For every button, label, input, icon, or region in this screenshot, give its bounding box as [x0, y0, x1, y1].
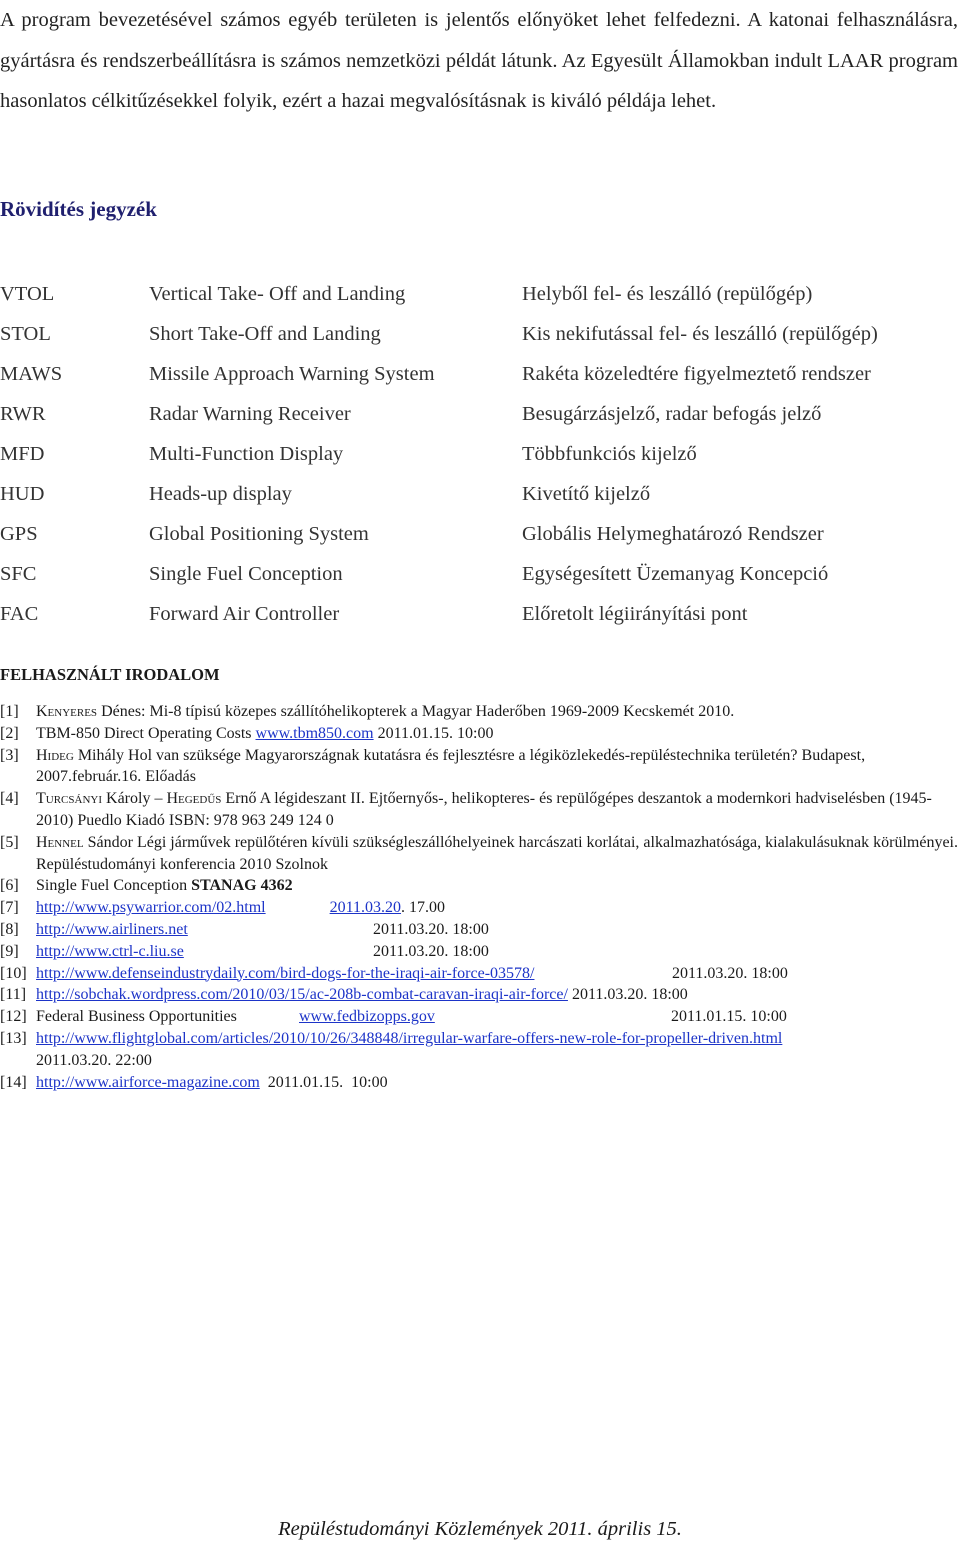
reference-text: TBM-850 Direct Operating Costs	[36, 724, 256, 742]
reference-link[interactable]: http://www.ctrl-c.liu.se	[36, 942, 184, 960]
reference-date: 2011.03.20. 22:00	[36, 1051, 152, 1069]
reference-number: [8]	[0, 920, 19, 938]
abbreviation-english: Heads-up display	[149, 482, 292, 505]
reference-date: 2011.03.20. 18:00	[373, 942, 489, 960]
reference-date: 2011.01.15. 10:00	[259, 1073, 388, 1091]
reference-item	[0, 919, 958, 941]
reference-author: Hennel	[36, 833, 84, 851]
abbreviation-hungarian: Kivetítő kijelző	[522, 482, 651, 505]
abbreviation-english: Multi-Function Display	[149, 442, 344, 465]
reference-text: Sándor Légi járművek repülőtéren kívüli szükségleszállóhelyeinek harcászati korlátai, alkalmazhatósága, kialakulásuknak körülményei. Repüléstudományi konferencia 2010 Szolnok	[36, 833, 958, 873]
reference-text: Single Fuel Conception	[36, 877, 192, 895]
reference-number: [14]	[0, 1073, 27, 1091]
reference-number: [7]	[0, 899, 19, 917]
reference-item	[0, 984, 958, 1006]
abbreviation-hungarian: Kis nekifutással fel- és leszálló (repülőgép)	[522, 322, 878, 345]
reference-link[interactable]: http://www.defenseindustrydaily.com/bird-dogs-for-the-iraqi-air-force-03578/	[36, 964, 535, 982]
reference-number: [11]	[0, 986, 27, 1004]
reference-author: Hideg	[36, 746, 74, 764]
reference-item	[0, 875, 958, 897]
reference-number: [4]	[0, 790, 19, 808]
reference-item	[0, 723, 958, 745]
abbreviation: MFD	[0, 442, 45, 465]
reference-item	[0, 745, 958, 789]
reference-number: [3]	[0, 746, 19, 764]
page-footer: Repüléstudományi Közlemények 2011. április 15.	[278, 1518, 682, 1540]
reference-link[interactable]: http://sobchak.wordpress.com/2010/03/15/ac-208b-combat-caravan-iraqi-air-force/	[36, 986, 568, 1004]
reference-text: Ernő A légideszant II. Ejtőernyős-, helikopteres- és repülőgépes deszantok a modernkori hadviselésben (1945-2010) Puedlo Kiadó ISBN: 978 963 249 124 0	[36, 790, 932, 829]
abbreviations-heading: Rövidítés jegyzék	[0, 197, 157, 221]
abbreviation-english: Forward Air Controller	[149, 602, 340, 625]
reference-link[interactable]: www.tbm850.com	[255, 724, 374, 742]
reference-number: [6]	[0, 877, 19, 895]
abbreviations-table	[0, 274, 960, 634]
reference-date: 2011.03.20. 18:00	[672, 964, 788, 982]
abbreviation-english: Global Positioning System	[149, 522, 369, 545]
abbreviation-english: Vertical Take- Off and Landing	[149, 282, 406, 305]
reference-number: [1]	[0, 703, 19, 720]
abbreviation-row	[0, 514, 960, 554]
reference-item	[0, 897, 958, 919]
abbreviation-english: Radar Warning Receiver	[149, 402, 351, 425]
reference-date: 2011.03.20. 18:00	[567, 986, 688, 1004]
reference-item	[0, 941, 958, 963]
abbreviation-row	[0, 594, 960, 634]
abbreviation-row	[0, 554, 960, 594]
references-list	[0, 701, 958, 1093]
abbreviation: GPS	[0, 522, 38, 545]
abbreviation-hungarian: Rakéta közeledtére figyelmeztető rendszer	[522, 362, 871, 385]
abbreviation-hungarian: Egységesített Üzemanyag Koncepció	[522, 562, 829, 585]
intro-paragraph	[0, 0, 958, 122]
reference-item	[0, 1028, 958, 1072]
reference-item	[0, 832, 958, 876]
reference-link[interactable]: www.fedbizopps.gov	[299, 1008, 435, 1026]
reference-date: 2011.03.20. 18:00	[373, 920, 489, 938]
abbreviation-hungarian: Besugárzásjelző, radar befogás jelző	[522, 402, 822, 425]
abbreviation-english: Short Take-Off and Landing	[149, 322, 381, 345]
abbreviation: STOL	[0, 322, 51, 345]
reference-author: Hegedűs	[166, 790, 222, 808]
abbreviation-hungarian: Globális Helymeghatározó Rendszer	[522, 522, 824, 545]
reference-number: [2]	[0, 724, 19, 742]
abbreviation: RWR	[0, 402, 46, 425]
reference-number: [9]	[0, 942, 19, 960]
reference-link[interactable]: http://www.airforce-magazine.com	[36, 1073, 260, 1091]
abbreviation-row	[0, 354, 960, 394]
reference-date: 2011.01.15. 10:00	[373, 724, 494, 742]
reference-text: Mihály Hol van szüksége Magyarországnak kutatásra és fejlesztésre a légiközlekedés-repüléstechnika területén? Budapest, 2007.február.16. Előadás	[36, 746, 866, 786]
abbreviation-hungarian: Előretolt légiirányítási pont	[522, 602, 748, 625]
reference-link[interactable]: http://www.airliners.net	[36, 920, 188, 938]
abbreviation: HUD	[0, 482, 45, 505]
reference-item	[0, 963, 958, 985]
abbreviation-row	[0, 274, 960, 314]
abbreviation-hungarian: Helyből fel- és leszálló (repülőgép)	[522, 282, 813, 305]
reference-text: Federal Business Opportunities	[36, 1008, 237, 1026]
reference-item	[0, 1006, 958, 1028]
intro-text: A program bevezetésével számos egyéb területen is jelentős előnyöket lehet felfedezni. A katonai felhasználásra, gyártásra és rendszerbeállításra is számos nemzetközi példát látunk. Az Egyesült Államokban indult LAAR program hasonlatos célkitűzésekkel folyik, ezért a hazai megvalósításnak is kiváló példája lehet.	[0, 9, 958, 112]
reference-standard: STANAG 4362	[191, 877, 293, 895]
abbreviation: VTOL	[0, 282, 55, 305]
reference-link[interactable]	[36, 899, 401, 916]
reference-link-url: http://www.psywarrior.com/02.html	[36, 899, 266, 917]
abbreviation-english: Single Fuel Conception	[149, 562, 343, 585]
reference-item	[0, 788, 958, 832]
reference-item	[0, 1072, 958, 1094]
reference-link[interactable]: http://www.flightglobal.com/articles/2010/10/26/348848/irregular-warfare-offers-new-role-for-propeller-driven.html	[36, 1029, 783, 1047]
abbreviation-row	[0, 474, 960, 514]
abbreviation-row	[0, 394, 960, 434]
reference-number: [12]	[0, 1008, 27, 1026]
references-heading: FELHASZNÁLT IRODALOM	[0, 665, 220, 684]
reference-number: [13]	[0, 1029, 27, 1047]
reference-text: Károly –	[102, 790, 167, 808]
abbreviation: MAWS	[0, 362, 63, 385]
abbreviation-english: Missile Approach Warning System	[149, 362, 435, 385]
reference-date: . 17.00	[401, 899, 446, 917]
reference-text: Dénes: Mi-8 típisú közepes szállítóhelikopterek a Magyar Haderőben 1969-2009 Kecskemét 2010.	[97, 703, 735, 720]
reference-author: Turcsányi	[36, 790, 103, 808]
reference-number: [10]	[0, 964, 27, 982]
abbreviation: SFC	[0, 562, 37, 585]
reference-date: 2011.01.15. 10:00	[671, 1008, 787, 1026]
abbreviation-row	[0, 314, 960, 354]
reference-link-date: 2011.03.20	[329, 899, 402, 917]
abbreviation-row	[0, 434, 960, 474]
reference-number: [5]	[0, 833, 19, 851]
abbreviation: FAC	[0, 602, 39, 625]
reference-author: Kenyeres	[36, 703, 98, 720]
reference-item	[0, 701, 958, 723]
abbreviation-hungarian: Többfunkciós kijelző	[522, 442, 697, 465]
